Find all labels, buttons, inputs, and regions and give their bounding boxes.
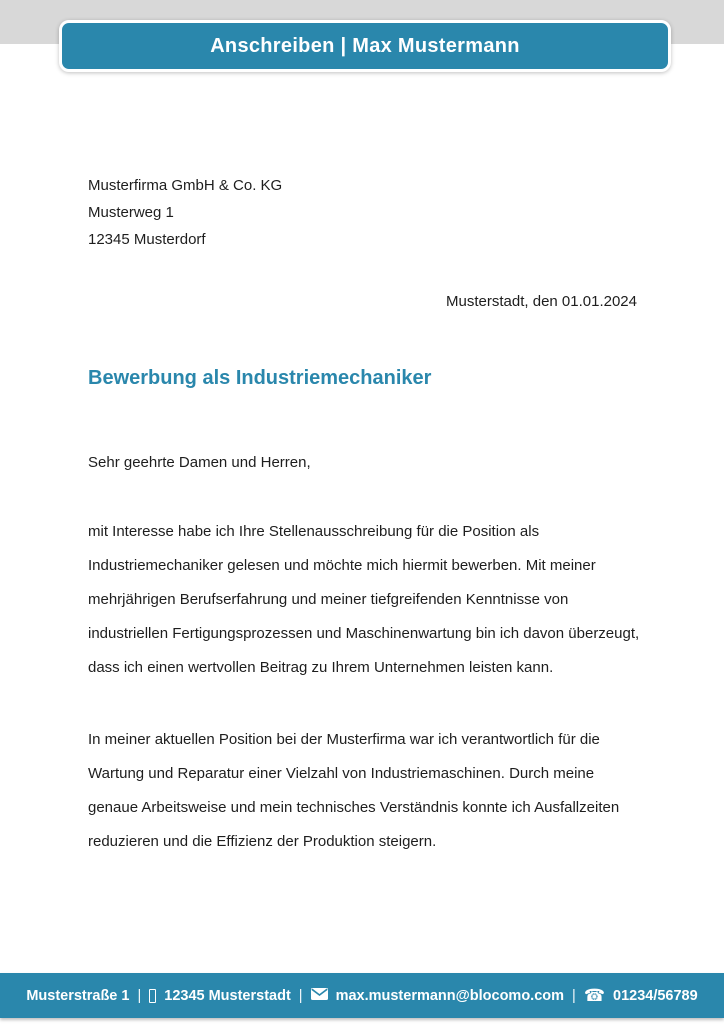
recipient-company: Musterfirma GmbH & Co. KG bbox=[88, 177, 283, 194]
text-line: genaue Arbeitsweise und mein technisches Verständnis konnte ich Ausfallzeiten bbox=[88, 799, 620, 816]
paragraph-1 bbox=[88, 515, 654, 685]
separator: | bbox=[298, 987, 303, 1004]
letter-body bbox=[88, 446, 654, 859]
footer-phone: 01234/56789 bbox=[613, 987, 698, 1004]
text-line: mit Interesse habe ich Ihre Stellenausschreibung für die Position als bbox=[88, 523, 540, 540]
location-icon bbox=[149, 989, 156, 1003]
page-title: Anschreiben | Max Mustermann bbox=[210, 34, 520, 57]
text-line: mehrjährigen Berufserfahrung und meiner tiefgreifenden Kenntnisse von bbox=[88, 591, 569, 608]
salutation: Sehr geehrte Damen und Herren, bbox=[88, 454, 311, 471]
separator: | bbox=[137, 987, 142, 1004]
header-banner bbox=[59, 20, 671, 72]
footer-email: max.mustermann@blocomo.com bbox=[335, 987, 565, 1004]
envelope-icon bbox=[311, 988, 328, 1004]
text-line: industriellen Fertigungsprozessen und Maschinenwartung bin ich davon überzeugt, bbox=[88, 625, 640, 642]
footer-contact-bar bbox=[0, 973, 724, 1018]
separator: | bbox=[572, 987, 576, 1004]
subject-heading: Bewerbung als Industriemechaniker bbox=[88, 367, 432, 389]
footer-address: Musterstraße 1 bbox=[26, 987, 130, 1004]
recipient-address-block bbox=[88, 172, 282, 253]
text-line: reduzieren und die Effizienz der Produktion steigern. bbox=[88, 833, 437, 850]
recipient-city: 12345 Musterdorf bbox=[88, 231, 206, 248]
recipient-street: Musterweg 1 bbox=[88, 204, 174, 221]
text-line: Industriemechaniker gelesen und möchte mich hiermit bewerben. Mit meiner bbox=[88, 557, 596, 574]
phone-icon: ☎ bbox=[583, 986, 605, 1005]
text-line: dass ich einen wertvollen Beitrag zu Ihrem Unternehmen leisten kann. bbox=[88, 659, 554, 676]
date-line: Musterstadt, den 01.01.2024 bbox=[446, 293, 637, 310]
footer-city: 12345 Musterstadt bbox=[164, 987, 291, 1004]
paragraph-2 bbox=[88, 723, 654, 859]
text-line: In meiner aktuellen Position bei der Musterfirma war ich verantwortlich für die bbox=[88, 731, 600, 748]
text-line: Wartung und Reparatur einer Vielzahl von Industriemaschinen. Durch meine bbox=[88, 765, 595, 782]
